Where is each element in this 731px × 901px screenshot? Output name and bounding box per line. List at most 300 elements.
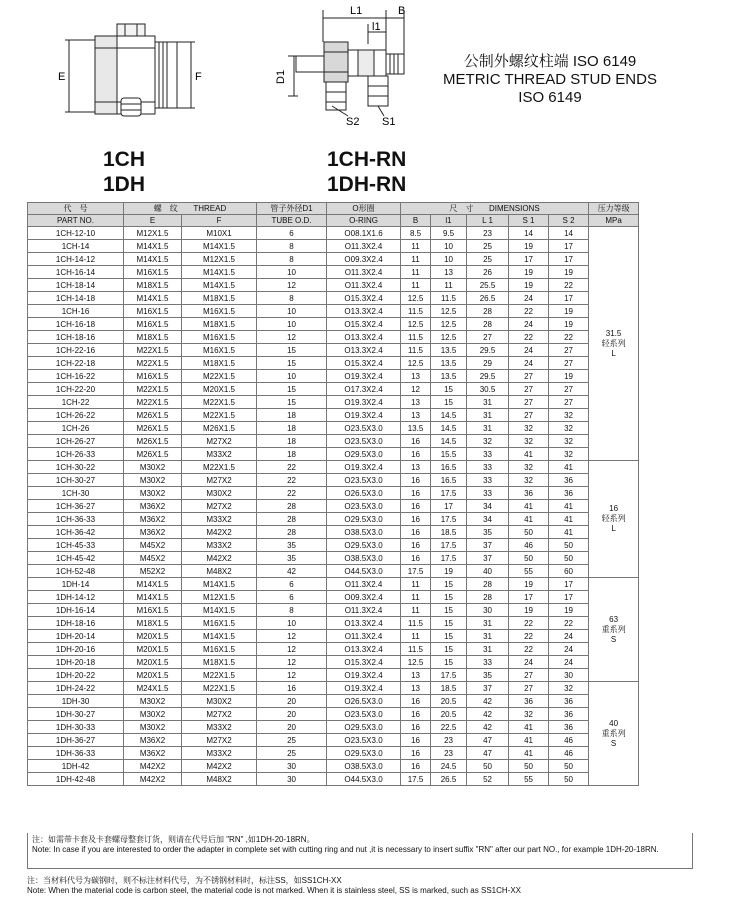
header-s1: S 1 bbox=[509, 215, 549, 227]
table-cell: 19 bbox=[509, 279, 549, 292]
header-f: F bbox=[182, 215, 257, 227]
table-cell: 46 bbox=[509, 539, 549, 552]
table-cell: 17 bbox=[549, 591, 589, 604]
table-cell: 1DH-24-22 bbox=[28, 682, 124, 695]
table-cell: 19 bbox=[509, 578, 549, 591]
table-cell: 12.5 bbox=[431, 318, 467, 331]
table-cell: M30X2 bbox=[182, 487, 257, 500]
table-cell: 24.5 bbox=[431, 760, 467, 773]
table-cell: 11 bbox=[401, 630, 431, 643]
table-cell: 25 bbox=[257, 747, 327, 760]
table-cell: O15.3X2.4 bbox=[327, 318, 401, 331]
table-cell: 19 bbox=[549, 318, 589, 331]
table-cell: M14X1.5 bbox=[182, 604, 257, 617]
table-cell: 16 bbox=[401, 760, 431, 773]
table-cell: 19 bbox=[509, 240, 549, 253]
table-cell: 24 bbox=[509, 318, 549, 331]
table-cell: 26 bbox=[467, 266, 509, 279]
table-cell: O29.5X3.0 bbox=[327, 513, 401, 526]
table-cell: 17.5 bbox=[431, 539, 467, 552]
pressure-class-cell bbox=[589, 461, 639, 578]
table-cell: 50 bbox=[509, 552, 549, 565]
table-cell: 15 bbox=[257, 357, 327, 370]
table-row bbox=[28, 227, 696, 240]
header-oring-en: O-RING bbox=[327, 215, 401, 227]
table-cell: 16 bbox=[401, 708, 431, 721]
table-cell: 1CH-26-22 bbox=[28, 409, 124, 422]
header-thread bbox=[124, 203, 257, 215]
table-cell: 40 bbox=[467, 565, 509, 578]
table-cell: 41 bbox=[509, 721, 549, 734]
table-cell: 1CH-45-33 bbox=[28, 539, 124, 552]
table-cell: 1CH-52-48 bbox=[28, 565, 124, 578]
table-cell: 12 bbox=[257, 643, 327, 656]
table-cell: 23 bbox=[431, 747, 467, 760]
table-cell: 32 bbox=[549, 422, 589, 435]
table-cell: 11 bbox=[401, 266, 431, 279]
header-pressure-en: MPa bbox=[589, 215, 639, 227]
table-cell: O09.3X2.4 bbox=[327, 253, 401, 266]
table-cell: 12.5 bbox=[401, 656, 431, 669]
table-cell: 24 bbox=[509, 344, 549, 357]
dim-label-s2: S2 bbox=[346, 116, 360, 128]
table-cell: 50 bbox=[549, 539, 589, 552]
table-cell: 23 bbox=[467, 227, 509, 240]
table-cell: 12.5 bbox=[431, 305, 467, 318]
page-title-chinese: 公制外螺纹柱端 ISO 6149 bbox=[463, 53, 637, 70]
table-cell: 29.5 bbox=[467, 370, 509, 383]
table-cell: O29.5X3.0 bbox=[327, 539, 401, 552]
table-cell: 11.5 bbox=[401, 617, 431, 630]
table-cell: M20X1.5 bbox=[124, 643, 182, 656]
table-cell: 11 bbox=[401, 279, 431, 292]
table-cell: O29.5X3.0 bbox=[327, 747, 401, 760]
table-cell: O11.3X2.4 bbox=[327, 266, 401, 279]
table-cell: 29 bbox=[467, 357, 509, 370]
table-cell: O19.3X2.4 bbox=[327, 370, 401, 383]
series-label-1dh: 1DH bbox=[103, 173, 146, 196]
table-cell: 46 bbox=[549, 734, 589, 747]
table-cell: 22.5 bbox=[431, 721, 467, 734]
table-cell: 1CH-22-16 bbox=[28, 344, 124, 357]
table-cell: 1CH-14-12 bbox=[28, 253, 124, 266]
table-cell: O38.5X3.0 bbox=[327, 552, 401, 565]
pressure-class-mpa: 63 bbox=[609, 614, 619, 624]
table-cell: 1CH-26-27 bbox=[28, 435, 124, 448]
table-cell: 32 bbox=[549, 409, 589, 422]
table-cell: 17 bbox=[549, 240, 589, 253]
table-cell: M16X1.5 bbox=[124, 266, 182, 279]
table-cell: 1DH-20-22 bbox=[28, 669, 124, 682]
table-cell: 12.5 bbox=[401, 357, 431, 370]
table-cell: 1CH-14-18 bbox=[28, 292, 124, 305]
table-cell: 12 bbox=[257, 331, 327, 344]
table-cell: 37 bbox=[467, 682, 509, 695]
table-cell: 17.5 bbox=[401, 565, 431, 578]
table-cell: 18 bbox=[257, 448, 327, 461]
table-cell: 33 bbox=[467, 448, 509, 461]
table-cell: M27X2 bbox=[182, 500, 257, 513]
table-cell: 20 bbox=[257, 695, 327, 708]
table-cell: O23.5X3.0 bbox=[327, 500, 401, 513]
table-cell: 16 bbox=[401, 526, 431, 539]
table-cell: O38.5X3.0 bbox=[327, 760, 401, 773]
spec-table-body bbox=[28, 227, 696, 786]
table-cell: 30 bbox=[467, 604, 509, 617]
table-cell: 22 bbox=[257, 487, 327, 500]
table-cell: 11 bbox=[401, 240, 431, 253]
table-cell: 16 bbox=[401, 474, 431, 487]
table-cell: 1CH-30-27 bbox=[28, 474, 124, 487]
table-cell: 41 bbox=[509, 448, 549, 461]
table-cell: M20X1.5 bbox=[182, 383, 257, 396]
pressure-class-code: S bbox=[610, 634, 617, 644]
table-cell: 27 bbox=[549, 383, 589, 396]
table-cell: 50 bbox=[549, 552, 589, 565]
table-cell: 36 bbox=[549, 474, 589, 487]
table-cell: 32 bbox=[509, 461, 549, 474]
table-cell: M33X2 bbox=[182, 721, 257, 734]
table-cell: M18X1.5 bbox=[124, 331, 182, 344]
dim-label-e: E bbox=[58, 71, 66, 83]
table-cell: O13.3X2.4 bbox=[327, 617, 401, 630]
table-cell: 25 bbox=[257, 734, 327, 747]
table-cell: M18X1.5 bbox=[182, 292, 257, 305]
table-cell: 22 bbox=[549, 617, 589, 630]
table-cell: 19 bbox=[509, 266, 549, 279]
header-oring-cn: O形圈 bbox=[327, 203, 401, 215]
header-e: E bbox=[124, 215, 182, 227]
table-cell: 24 bbox=[509, 357, 549, 370]
table-cell: 16 bbox=[401, 487, 431, 500]
table-cell: M14X1.5 bbox=[124, 578, 182, 591]
table-cell: 1CH-16-18 bbox=[28, 318, 124, 331]
pressure-class-cn: 重系列 bbox=[601, 728, 626, 738]
table-cell: 12 bbox=[257, 279, 327, 292]
table-cell: 14.5 bbox=[431, 422, 467, 435]
table-cell: O08.1X1.6 bbox=[327, 227, 401, 240]
table-cell: M12X1.5 bbox=[124, 227, 182, 240]
table-cell: M30X2 bbox=[124, 474, 182, 487]
table-cell: M18X1.5 bbox=[124, 279, 182, 292]
table-cell: O26.5X3.0 bbox=[327, 487, 401, 500]
table-cell: 41 bbox=[549, 500, 589, 513]
table-cell: 16 bbox=[401, 513, 431, 526]
table-cell: 27 bbox=[549, 396, 589, 409]
table-cell: 24 bbox=[509, 292, 549, 305]
table-cell: 34 bbox=[467, 513, 509, 526]
table-cell: M42X2 bbox=[124, 760, 182, 773]
table-cell: 35 bbox=[467, 526, 509, 539]
table-cell: O19.3X2.4 bbox=[327, 409, 401, 422]
table-cell: 41 bbox=[549, 526, 589, 539]
table-cell: M45X2 bbox=[124, 539, 182, 552]
table-cell: 1DH-20-18 bbox=[28, 656, 124, 669]
table-cell: M20X1.5 bbox=[124, 630, 182, 643]
table-cell: 25 bbox=[467, 240, 509, 253]
table-cell: 6 bbox=[257, 227, 327, 240]
table-cell: 16 bbox=[401, 734, 431, 747]
table-cell: O11.3X2.4 bbox=[327, 604, 401, 617]
table-cell: 15 bbox=[431, 617, 467, 630]
table-cell: O23.5X3.0 bbox=[327, 422, 401, 435]
table-cell: O19.3X2.4 bbox=[327, 669, 401, 682]
series-label-1ch-rn: 1CH-RN bbox=[327, 148, 407, 171]
dim-label-d1: D1 bbox=[275, 69, 287, 84]
table-cell: 18 bbox=[257, 435, 327, 448]
table-cell: 12.5 bbox=[401, 292, 431, 305]
table-cell: 50 bbox=[509, 760, 549, 773]
table-cell: 12.5 bbox=[401, 318, 431, 331]
table-cell: 35 bbox=[467, 669, 509, 682]
dim-label-l1-lower: l1 bbox=[372, 21, 381, 33]
table-cell: M22X1.5 bbox=[182, 396, 257, 409]
table-cell: M24X1.5 bbox=[124, 682, 182, 695]
table-cell: 20 bbox=[257, 721, 327, 734]
table-cell: 33 bbox=[467, 461, 509, 474]
table-cell: 50 bbox=[549, 773, 589, 786]
page-title-english: METRIC THREAD STUD ENDS bbox=[443, 71, 657, 88]
table-cell: 41 bbox=[549, 513, 589, 526]
table-cell: O38.5X3.0 bbox=[327, 526, 401, 539]
table-cell: 15.5 bbox=[431, 448, 467, 461]
table-cell: M16X1.5 bbox=[124, 604, 182, 617]
table-cell: O44.5X3.0 bbox=[327, 773, 401, 786]
series-label-1ch: 1CH bbox=[103, 148, 146, 171]
header-l1-large: L 1 bbox=[467, 215, 509, 227]
series-label-1dh-rn: 1DH-RN bbox=[327, 173, 407, 196]
table-cell: 12 bbox=[401, 383, 431, 396]
table-cell: 15 bbox=[431, 578, 467, 591]
table-cell: 20 bbox=[257, 708, 327, 721]
table-cell: 9.5 bbox=[431, 227, 467, 240]
table-cell: 27 bbox=[509, 396, 549, 409]
table-cell: M14X1.5 bbox=[124, 240, 182, 253]
table-cell: M26X1.5 bbox=[182, 422, 257, 435]
table-cell: M20X1.5 bbox=[124, 669, 182, 682]
pressure-class-cn: 轻系列 bbox=[601, 338, 626, 348]
table-cell: 19 bbox=[549, 305, 589, 318]
table-cell: 15 bbox=[431, 643, 467, 656]
table-cell: M52X2 bbox=[124, 565, 182, 578]
table-cell: 11.5 bbox=[401, 331, 431, 344]
table-cell: M36X2 bbox=[124, 747, 182, 760]
table-cell: 27 bbox=[509, 682, 549, 695]
header-part-cn: 代 号 bbox=[28, 203, 124, 215]
table-cell: O15.3X2.4 bbox=[327, 292, 401, 305]
table-cell: 50 bbox=[509, 526, 549, 539]
table-cell: O13.3X2.4 bbox=[327, 643, 401, 656]
table-cell: 41 bbox=[509, 747, 549, 760]
table-cell: 16 bbox=[401, 500, 431, 513]
table-cell: M16X1.5 bbox=[182, 331, 257, 344]
table-cell: 1CH-30-22 bbox=[28, 461, 124, 474]
table-cell: 30 bbox=[257, 773, 327, 786]
table-cell: 32 bbox=[549, 682, 589, 695]
table-cell: M30X2 bbox=[124, 695, 182, 708]
table-cell: 41 bbox=[509, 734, 549, 747]
table-cell: 1DH-30 bbox=[28, 695, 124, 708]
table-cell: 41 bbox=[509, 500, 549, 513]
table-cell: M26X1.5 bbox=[124, 448, 182, 461]
pressure-class-cell bbox=[589, 227, 639, 461]
table-cell: 16.5 bbox=[431, 474, 467, 487]
table-cell: 13 bbox=[401, 370, 431, 383]
spec-table bbox=[27, 202, 696, 786]
table-cell: 22 bbox=[509, 305, 549, 318]
table-cell: M22X1.5 bbox=[182, 370, 257, 383]
table-cell: 15 bbox=[431, 604, 467, 617]
table-cell: M33X2 bbox=[182, 513, 257, 526]
table-cell: 33 bbox=[467, 474, 509, 487]
pressure-class-cn: 轻系列 bbox=[601, 514, 626, 523]
table-cell: 17.5 bbox=[431, 552, 467, 565]
table-cell: 10 bbox=[431, 253, 467, 266]
table-cell: 1CH-16-14 bbox=[28, 266, 124, 279]
material-note-cn: 注：当材料代号为碳钢时，则不标注材料代号，为不锈钢材料时，标注SS，如SS1CH-XX bbox=[27, 876, 342, 885]
table-cell: 32 bbox=[549, 448, 589, 461]
table-cell: O11.3X2.4 bbox=[327, 240, 401, 253]
table-cell: 31 bbox=[467, 630, 509, 643]
table-cell: O19.3X2.4 bbox=[327, 461, 401, 474]
table-cell: 42 bbox=[257, 565, 327, 578]
table-cell: M12X1.5 bbox=[182, 591, 257, 604]
table-cell: 8 bbox=[257, 292, 327, 305]
table-cell: 23 bbox=[431, 734, 467, 747]
table-cell: M36X2 bbox=[124, 500, 182, 513]
table-cell: 30.5 bbox=[467, 383, 509, 396]
table-cell: 52 bbox=[467, 773, 509, 786]
table-cell: 27 bbox=[467, 331, 509, 344]
table-cell: 15 bbox=[431, 383, 467, 396]
table-cell: 33 bbox=[467, 656, 509, 669]
table-cell: 28 bbox=[257, 526, 327, 539]
table-cell: M22X1.5 bbox=[124, 396, 182, 409]
table-cell: 28 bbox=[257, 513, 327, 526]
table-cell: M26X1.5 bbox=[124, 409, 182, 422]
table-cell: 22 bbox=[549, 331, 589, 344]
header-tube-en: TUBE O.D. bbox=[257, 215, 327, 227]
table-cell: 28 bbox=[467, 591, 509, 604]
table-cell: M22X1.5 bbox=[124, 383, 182, 396]
table-cell: O26.5X3.0 bbox=[327, 695, 401, 708]
header-thread-en: THREAD bbox=[193, 204, 227, 213]
table-cell: M14X1.5 bbox=[182, 578, 257, 591]
table-cell: 31 bbox=[467, 396, 509, 409]
table-cell: 1CH-14 bbox=[28, 240, 124, 253]
table-cell: 36 bbox=[509, 695, 549, 708]
table-cell: 11.5 bbox=[401, 305, 431, 318]
pressure-class-cn: 重系列 bbox=[601, 624, 626, 634]
table-cell: 24 bbox=[509, 656, 549, 669]
table-cell: 16 bbox=[401, 721, 431, 734]
table-cell: 32 bbox=[509, 435, 549, 448]
table-cell: O19.3X2.4 bbox=[327, 682, 401, 695]
table-cell: 1CH-36-27 bbox=[28, 500, 124, 513]
table-cell: 30 bbox=[257, 760, 327, 773]
table-cell: 28 bbox=[467, 318, 509, 331]
table-cell: M30X2 bbox=[124, 721, 182, 734]
table-cell: 13 bbox=[431, 266, 467, 279]
table-cell: 37 bbox=[467, 552, 509, 565]
table-cell: O23.5X3.0 bbox=[327, 734, 401, 747]
pressure-class-mpa: 40 bbox=[609, 718, 619, 728]
table-cell: 13 bbox=[401, 682, 431, 695]
table-cell: 35 bbox=[257, 552, 327, 565]
table-cell: 28 bbox=[257, 500, 327, 513]
table-cell: 14 bbox=[509, 227, 549, 240]
table-row bbox=[28, 682, 696, 695]
table-cell: 35 bbox=[257, 539, 327, 552]
table-cell: 1DH-20-14 bbox=[28, 630, 124, 643]
table-cell: M22X1.5 bbox=[182, 461, 257, 474]
table-cell: 32 bbox=[509, 474, 549, 487]
header-b: B bbox=[401, 215, 431, 227]
table-cell: 12 bbox=[257, 669, 327, 682]
table-cell: 30 bbox=[549, 669, 589, 682]
order-note-en: Note: In case if you are interested to order the adapter in complete set with cutting ring and nut ,it is necessary to insert suffix "RN" after our part NO., for example 1DH-20-18RN. bbox=[32, 845, 659, 854]
table-cell: 47 bbox=[467, 747, 509, 760]
table-cell: 13 bbox=[401, 409, 431, 422]
table-cell: 27 bbox=[509, 409, 549, 422]
table-cell: 1CH-16 bbox=[28, 305, 124, 318]
table-cell: 20.5 bbox=[431, 708, 467, 721]
table-cell: 14 bbox=[549, 227, 589, 240]
table-cell: M16X1.5 bbox=[124, 318, 182, 331]
table-cell: M30X2 bbox=[182, 695, 257, 708]
table-cell: 1CH-30 bbox=[28, 487, 124, 500]
table-cell: 16 bbox=[401, 552, 431, 565]
table-cell: 1CH-45-42 bbox=[28, 552, 124, 565]
table-cell: M14X1.5 bbox=[182, 240, 257, 253]
table-cell: 6 bbox=[257, 591, 327, 604]
table-cell: 14.5 bbox=[431, 435, 467, 448]
table-cell: 22 bbox=[509, 331, 549, 344]
dim-label-s1: S1 bbox=[382, 116, 396, 128]
table-cell: O23.5X3.0 bbox=[327, 708, 401, 721]
table-cell: 28 bbox=[467, 305, 509, 318]
table-cell: 19 bbox=[549, 604, 589, 617]
table-cell: 41 bbox=[509, 513, 549, 526]
table-cell: 29.5 bbox=[467, 344, 509, 357]
table-cell: 18 bbox=[257, 409, 327, 422]
table-cell: 22 bbox=[257, 461, 327, 474]
table-cell: 60 bbox=[549, 565, 589, 578]
table-cell: 1DH-14 bbox=[28, 578, 124, 591]
table-cell: 19 bbox=[549, 266, 589, 279]
table-cell: M42X2 bbox=[182, 760, 257, 773]
table-cell: M42X2 bbox=[182, 552, 257, 565]
table-cell: 32 bbox=[509, 422, 549, 435]
table-cell: 8.5 bbox=[401, 227, 431, 240]
header-part-en: PART NO. bbox=[28, 215, 124, 227]
table-cell: 14.5 bbox=[431, 409, 467, 422]
table-cell: M20X1.5 bbox=[124, 656, 182, 669]
table-cell: 15 bbox=[431, 630, 467, 643]
table-cell: 37 bbox=[467, 539, 509, 552]
header-s2: S 2 bbox=[549, 215, 589, 227]
table-cell: 24 bbox=[549, 656, 589, 669]
table-cell: 24 bbox=[549, 643, 589, 656]
table-cell: 17.5 bbox=[431, 669, 467, 682]
table-cell: 15 bbox=[431, 396, 467, 409]
table-cell: 1CH-18-16 bbox=[28, 331, 124, 344]
table-cell: 1DH-36-27 bbox=[28, 734, 124, 747]
table-cell: O23.5X3.0 bbox=[327, 474, 401, 487]
table-cell: 22 bbox=[257, 474, 327, 487]
table-cell: 25 bbox=[467, 253, 509, 266]
table-cell: M33X2 bbox=[182, 747, 257, 760]
